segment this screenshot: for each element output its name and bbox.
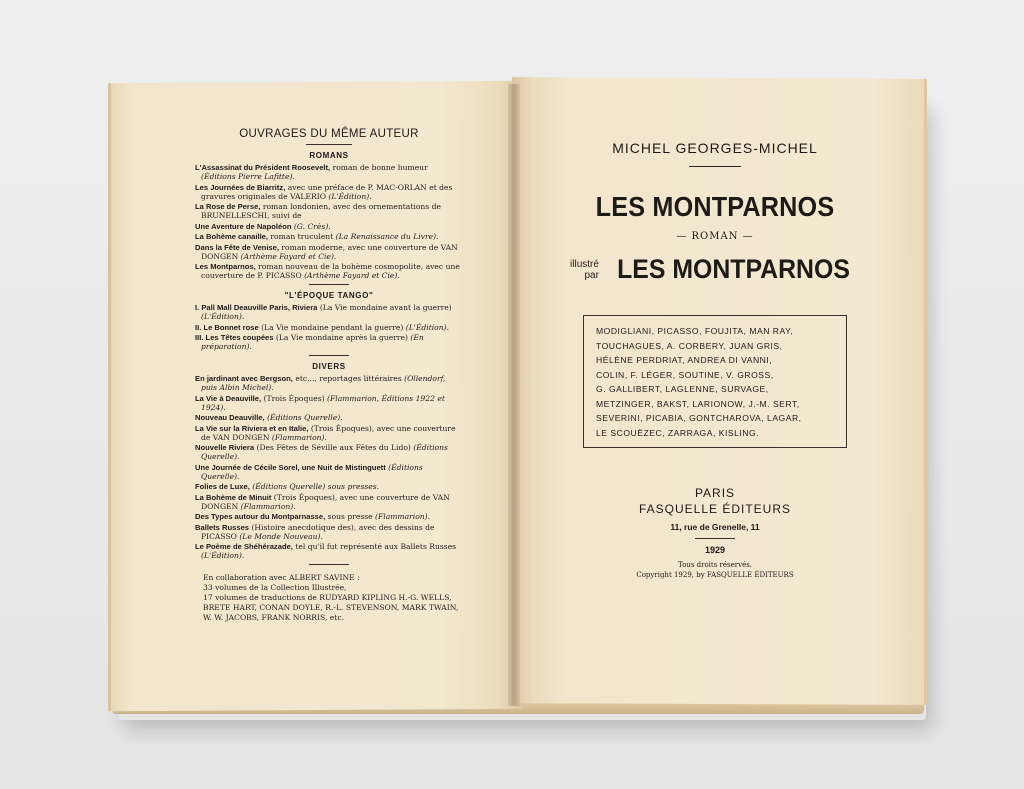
- copyright-notice: Copyright 1929, by FASQUELLE ÉDITEURS: [636, 571, 794, 579]
- bibliography-entry: [195, 394, 463, 412]
- illustrated-by-label: [570, 259, 599, 281]
- collab-line: BRETE HART, CONAN DOYLE, R.-L. STEVENSON, MARK TWAIN,: [203, 603, 459, 612]
- entry-title: Dans la Fête de Venise,: [195, 242, 279, 252]
- illustrators-title: LES MONTPARNOS: [617, 254, 850, 284]
- entry-publisher: (En préparation).: [201, 333, 424, 351]
- entry-title: Les Journées de Biarritz,: [195, 182, 286, 192]
- artists-line: G. GALLIBERT, LAGLENNE, SURVAGE,: [596, 384, 769, 394]
- illustrated-word: illustré: [570, 258, 599, 270]
- entry-publisher: (Éditions Querelle).: [201, 443, 448, 461]
- entry-description: (Des Fêtes de Séville aux Fêtes du Lido): [254, 443, 414, 452]
- entry-publisher: (L'Édition).: [201, 551, 245, 560]
- entry-description: (Trois Époques), avec une couverture de VAN DONGEN: [201, 423, 456, 442]
- divider: [689, 166, 741, 167]
- artists-line: LE SCOUËZEC, ZARRAGA, KISLING.: [596, 427, 760, 438]
- author-name: MICHEL GEORGES-MICHEL: [612, 140, 818, 156]
- entry-description: roman truculent: [268, 232, 336, 241]
- entry-title: La Rose de Perse,: [195, 202, 261, 211]
- bibliography-entry: [195, 493, 463, 511]
- entry-publisher: (L'Édition).: [328, 191, 372, 201]
- bibliography-entry: [195, 303, 463, 321]
- entry-title: I. Pall Mall Deauville Paris, Riviera: [195, 303, 318, 312]
- publisher-block: [540, 486, 890, 579]
- entry-title: Nouvelle Riviera: [195, 443, 255, 452]
- entry-publisher: (Éditions Querelle).: [201, 462, 423, 481]
- entry-title: Une Aventure de Napoléon: [195, 221, 292, 231]
- entry-description: roman nouveau de la bohème cosmopolite, avec une couverture de P. PICASSO: [201, 262, 460, 280]
- artists-line: SEVERINI, PICABIA, GONTCHAROVA, LAGAR,: [596, 413, 802, 423]
- entry-description: (La Vie mondaine avant la guerre): [317, 303, 452, 312]
- bibliography-heading: OUVRAGES DU MÊME AUTEUR: [239, 128, 419, 140]
- entry-publisher: (L'Édition).: [405, 322, 450, 332]
- bibliography-entry: [195, 523, 463, 541]
- romans-list: [195, 163, 463, 280]
- entry-description: etc..., reportages littéraires: [292, 374, 405, 383]
- entry-title: Les Montparnos,: [195, 262, 256, 271]
- entry-title: La Bohème de Minuit: [195, 492, 272, 502]
- bibliography-entry: [195, 262, 463, 280]
- artists-line: HÉLÈNE PERDRIAT, ANDREA DI VANNI,: [596, 355, 773, 365]
- tango-list: [195, 303, 463, 351]
- divers-list: [195, 374, 463, 560]
- bibliography-entry: [195, 413, 463, 422]
- collab-line: En collaboration avec ALBERT SAVINE :: [203, 573, 360, 582]
- entry-description: tel qu'il fut représenté aux Ballets Russes: [292, 542, 457, 551]
- entry-description: roman londonien, avec des ornementations de BRUNELLESCHI, suivi de: [201, 202, 441, 220]
- entry-publisher: (L'Édition).: [201, 312, 245, 321]
- title-page: [540, 140, 890, 579]
- entry-description: roman de bonne humeur: [330, 163, 428, 172]
- bibliography-entry: [195, 183, 463, 201]
- entry-title: La Vie à Deauville,: [195, 393, 262, 403]
- bibliography-entry: [195, 202, 463, 220]
- bibliography-entry: [195, 463, 463, 481]
- entry-description: avec une préface de P. MAC-ORLAN et des gravures originales de VALERIO: [201, 182, 453, 201]
- entry-publisher: (Éditions Querelle).: [267, 413, 343, 422]
- entry-publisher: (Le Monde Nouveau).: [239, 531, 323, 541]
- bibliography-entry: [195, 443, 463, 461]
- entry-title: III. Les Têtes coupées: [195, 333, 274, 342]
- divider: [309, 564, 349, 565]
- entry-title: L'Assassinat du Président Roosevelt,: [195, 163, 331, 172]
- bibliography-entry: [195, 232, 463, 241]
- entry-publisher: (La Renaissance du Livre).: [335, 232, 439, 241]
- bibliography-entry: [195, 243, 463, 261]
- bibliography-entry: [195, 424, 463, 442]
- bibliography-entry: [195, 333, 463, 351]
- section-title-tango: "L'ÉPOQUE TANGO": [284, 291, 374, 300]
- divider: [309, 355, 349, 356]
- bibliography-entry: [195, 374, 463, 392]
- bibliography-entry: [195, 482, 463, 491]
- entry-description: (La Vie mondaine pendant la guerre): [258, 322, 406, 332]
- bibliography-entry: [195, 222, 463, 231]
- publisher-name: FASQUELLE ÉDITEURS: [638, 502, 792, 516]
- divider: [306, 144, 352, 145]
- entry-publisher: (Arthème Fayard et Cie).: [240, 251, 337, 261]
- entry-title: Folies de Luxe,: [195, 482, 250, 491]
- collaboration-note: [195, 573, 463, 622]
- artists-line: COLIN, F. LÉGER, SOUTINE, V. GROSS,: [596, 369, 774, 380]
- entry-title: II. Le Bonnet rose: [195, 322, 259, 332]
- entry-publisher: (Flammarion, Éditions 1922 et 1924).: [201, 393, 445, 412]
- divider: [309, 284, 349, 285]
- entry-title: Le Poème de Shéhérazade,: [195, 542, 293, 551]
- book-gutter: [508, 84, 520, 706]
- collab-line: 33 volumes de la Collection Illustrée,: [203, 583, 347, 592]
- entry-description: sous presse: [325, 512, 376, 521]
- book-title: LES MONTPARNOS: [595, 191, 835, 222]
- entry-title: En jardinant avec Bergson,: [195, 374, 293, 383]
- section-title-divers: DIVERS: [312, 362, 346, 371]
- publisher-address: 11, rue de Grenelle, 11: [670, 522, 760, 532]
- section-title-romans: ROMANS: [309, 151, 349, 160]
- entry-title: La Bohème canaille,: [195, 232, 269, 241]
- entry-publisher: (Ollendorf, puis Albin Michel).: [201, 374, 446, 392]
- artists-line: MODIGLIANI, PICASSO, FOUJITA, MAN RAY,: [596, 326, 794, 336]
- entry-title: Des Types autour du Montparnasse,: [195, 512, 326, 521]
- entry-description: (Histoire anecdotique des), avec des dessins de PICASSO: [201, 522, 435, 541]
- entry-publisher: (Flammarion).: [375, 512, 431, 521]
- entry-description: (Trois Époques): [261, 393, 328, 403]
- entry-publisher: (Éditions Querelle) sous presses.: [252, 482, 380, 491]
- entry-publisher: (Arthème Fayard et Cie).: [304, 271, 400, 280]
- entry-title: La Vie sur la Riviera et en Italie,: [195, 423, 309, 433]
- genre-label: — ROMAN —: [676, 231, 754, 242]
- artists-box: [583, 315, 847, 448]
- divider: [695, 538, 735, 539]
- entry-title: Nouveau Deauville,: [195, 413, 265, 422]
- artists-line: METZINGER, BAKST, LARIONOW, J.-M. SERT,: [596, 398, 800, 409]
- entry-publisher: (Éditions Pierre Lafitte).: [201, 172, 295, 181]
- bibliography-entry: [195, 512, 463, 521]
- bibliography-entry: [195, 323, 463, 332]
- par-word: par: [584, 269, 599, 281]
- publication-year: 1929: [704, 545, 726, 555]
- publisher-city: PARIS: [694, 486, 736, 500]
- entry-title: Ballets Russes: [195, 522, 250, 532]
- entry-publisher: (G. Crès).: [293, 221, 331, 231]
- entry-description: roman moderne, avec une couverture de VAN DONGEN: [201, 242, 458, 261]
- entry-title: Une Journée de Cécile Sorel, une Nuit de Mistinguett: [195, 462, 386, 472]
- bibliography-entry: [195, 542, 463, 560]
- entry-publisher: (Flammarion).: [240, 501, 296, 511]
- entry-publisher: (Flammarion).: [271, 432, 327, 442]
- rights-notice: Tous droits réservés.: [677, 561, 753, 569]
- entry-description: (La Vie mondaine après la guerre): [273, 333, 411, 342]
- collab-line: 17 volumes de traductions de RUDYARD KIPLING H.-G. WELLS,: [203, 593, 452, 602]
- bibliography: [195, 130, 463, 623]
- collab-line: W. W. JACOBS, FRANK NORRIS, etc.: [203, 613, 344, 622]
- bibliography-entry: [195, 163, 463, 181]
- artists-line: TOUCHAGUES, A. CORBERY, JUAN GRIS,: [596, 340, 783, 351]
- illustrated-by-row: [540, 254, 890, 285]
- entry-description: (Trois Époques), avec une couverture de VAN DONGEN: [201, 492, 450, 511]
